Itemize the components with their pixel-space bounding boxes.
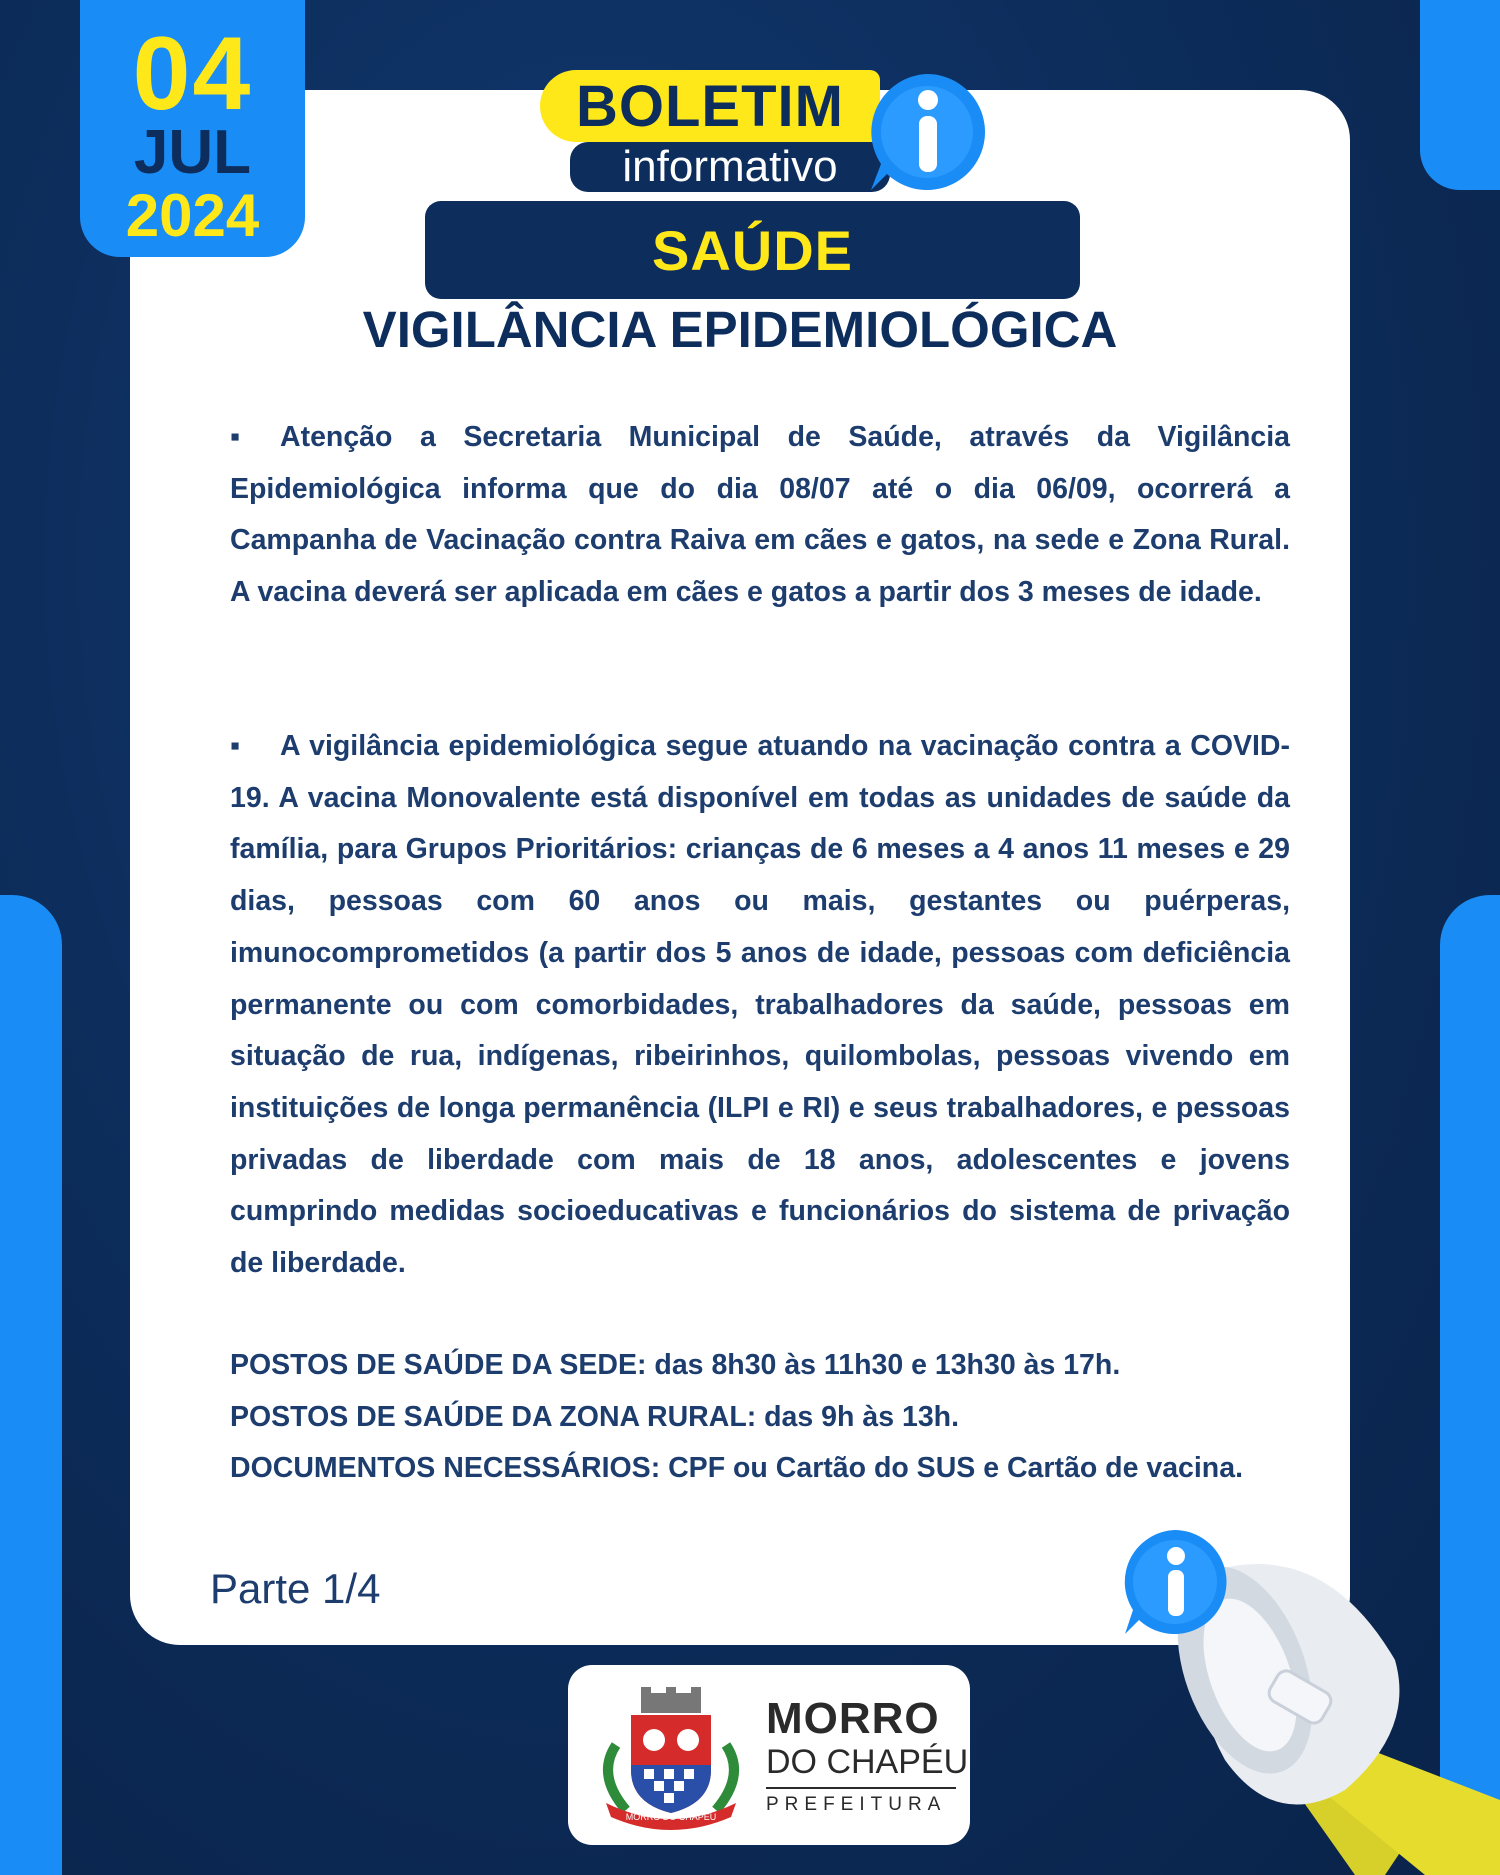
logo-name-line3: PREFEITURA [766,1794,947,1815]
logo-name-line2: DO CHAPÉU [766,1743,969,1781]
logo-divider [766,1787,956,1789]
informativo-label: informativo [570,142,890,192]
date-day: 04 [132,16,253,132]
prefeitura-logo [568,1665,970,1845]
crest-icon [586,1685,756,1830]
section-label: SAÚDE [425,201,1080,299]
logo-name-line1: MORRO [766,1694,940,1743]
date-month: JUL [133,118,252,187]
paragraph-raiva [230,412,1290,619]
bullet-marker: ▪ [230,730,241,762]
boletim-label: BOLETIM [540,70,880,142]
paragraph-covid [230,721,1290,1290]
boletim-header [540,70,990,195]
part-indicator: Parte 1/4 [210,1565,381,1612]
documentos: DOCUMENTOS NECESSÁRIOS: CPF ou Cartão do SUS e Cartão de vacina. [230,1452,1243,1485]
crest-banner-text: MORRO DO CHAPÉU [625,1812,717,1822]
bullet-marker: ▪ [230,421,241,453]
date-badge [80,0,305,257]
postos-rural: POSTOS DE SAÚDE DA ZONA RURAL: das 9h às 13h. [230,1400,959,1433]
page-title: VIGILÂNCIA EPIDEMIOLÓGICA [362,301,1118,358]
info-bubble-icon [865,70,990,195]
corner-tab-top-right [1420,0,1500,190]
side-tab-left [0,895,62,1875]
postos-sede: POSTOS DE SAÚDE DA SEDE: das 8h30 às 11h30 e 13h30 às 17h. [230,1349,1121,1381]
paragraph-raiva-text: Atenção a Secretaria Municipal de Saúde, através da Vigilância Epidemiológica informa que do dia 08/07 até o dia 06/09, ocorrerá a Campanha de Vacinação contra Raiva em cães e gatos, na sede e Zona Rural. A vacina deverá ser aplicada em cães e gatos a partir dos 3 meses de idade. [230,421,1290,609]
megaphone-icon [1095,1500,1500,1875]
date-year: 2024 [125,182,260,249]
paragraph-covid-text: A vigilância epidemiológica segue atuando na vacinação contra a COVID-19. A vacina Monovalente está disponível em todas as unidades de saúde da família, para Grupos Prioritários: crianças de 6 meses a 4 anos 11 meses e 29 dias, pessoas com 60 anos ou mais, gestantes ou puérperas, imunocomprometidos (a partir dos 5 anos de idade, pessoas com deficiência permanente ou com comorbidades, trabalhadores da saúde, pessoas em situação de rua, indígenas, ribeirinhos, quilombolas, pessoas vivendo em instituições de longa permanência (ILPI e RI) e seus trabalhadores, e pessoas privadas de liberdade com mais de 18 anos, adolescentes e jovens cumprindo medidas socioeducativas e funcionários do sistema de privação de liberdade. [230,730,1290,1280]
schedule-info [230,1340,1290,1495]
